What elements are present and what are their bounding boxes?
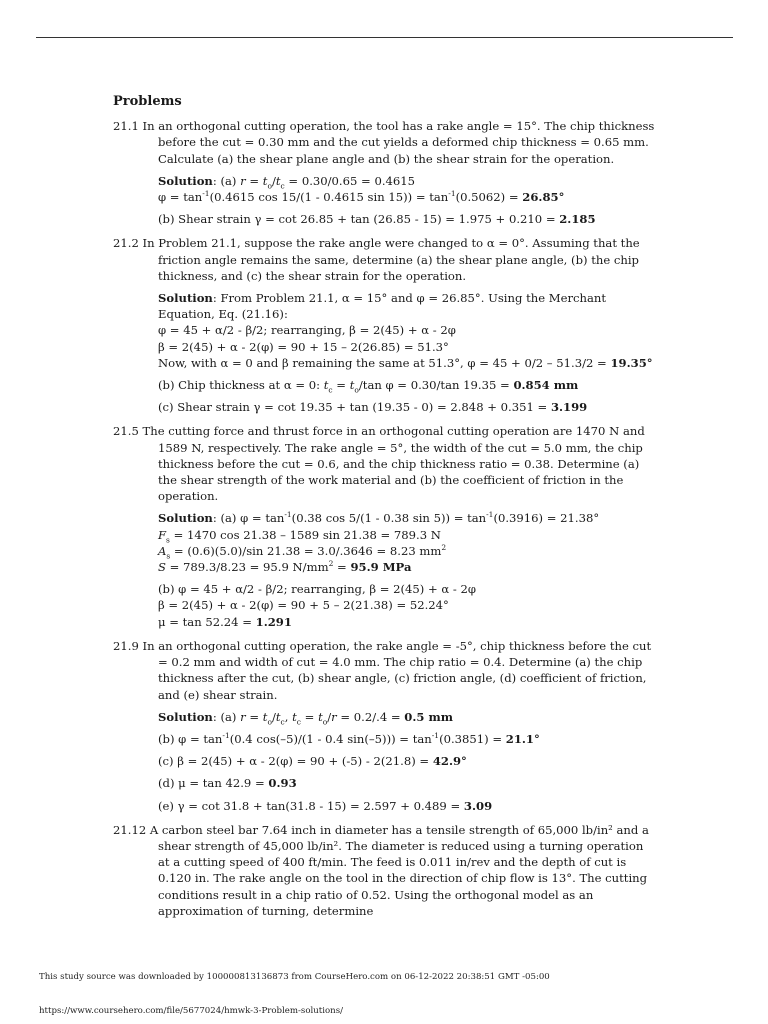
- source-url-link[interactable]: https://www.coursehero.com/file/5677024/hmwk-3-Problem-solutions/: [39, 1006, 343, 1016]
- solution-line: (b) Chip thickness at α = 0: $t_c = t_o/\tan$ φ = 0.30/tan 19.35 = 0.854 mm: [158, 378, 579, 395]
- solution-block: [113, 709, 658, 814]
- solution-block: [113, 290, 658, 415]
- problem-statement: 21.1 In an orthogonal cutting operation, the tool has a rake angle = 15°. The chip thickness before the cut = 0.30 mm and the cut yields a deformed chip thickness = 0.65 mm. Calculate (a) the shear plane angle and (b) the shear strain for the operation.: [113, 119, 655, 166]
- problem-21-2: [113, 235, 658, 415]
- problem-statement: 21.5 The cutting force and thrust force in an orthogonal cutting operation are 1470 N and 1589 N, respectively. The rake angle = 5°, the width of the cut = 5.0 mm, the chip thickness before the cut = 0.6, and the chip thickness ratio = 0.38. Determine (a) the shear strength of the work material and (b) the coefficient of friction in the operation.: [113, 424, 645, 504]
- section-heading: Problems: [113, 94, 182, 109]
- solution-line: Solution: (a) $r = t_o/t_c$, $t_c = t_o/r = 0.2/.4 = 0.5$ mm: [158, 709, 454, 727]
- problem-statement: 21.12 A carbon steel bar 7.64 inch in diameter has a tensile strength of 65,000 lb/in² and a shear strength of 45,000 lb/in². The diameter is reduced using a turning operation at a cutting speed of 400 ft/min. The feed is 0.011 in/rev and the depth of cut is 0.120 in. The rake angle on the tool in the direction of chip flow is 13°. The cutting conditions result in a chip ratio of 0.52. Using the orthogonal model as an approximation of turning, determine: [113, 822, 649, 918]
- solution-line: (b) φ = 45 + α/2 - β/2; rearranging, β = 2(45) + α - 2φ: [158, 582, 476, 597]
- solution-line: (d) μ = tan 42.9 = 0.93: [158, 776, 297, 791]
- problem-21-12: [113, 822, 658, 919]
- solution-line: (c) Shear strain γ = cot 19.35 + tan (19.35 - 0) = 2.848 + 0.351 = 3.199: [158, 400, 588, 415]
- solution-line: S = 789.3/8.23 = 95.9 $N/mm^2 = 95.9$ MPa: [158, 559, 412, 575]
- solution-line: μ = tan 52.24 = 1.291: [158, 614, 292, 629]
- solution-line: φ = 45 + α/2 - β/2; rearranging, β = 2(45) + α - 2φ: [158, 323, 456, 338]
- solution-line: β = 2(45) + α - 2(φ) = 90 + 15 – 2(26.85) = 51.3°: [158, 339, 449, 354]
- problem-statement: 21.9 In an orthogonal cutting operation, the rake angle = -5°, chip thickness before the cut = 0.2 mm and width of cut = 4.0 mm. The chip ratio = 0.4. Determine (a) the chip thickness after the cut, (b) shear angle, (c) friction angle, (d) coefficient of friction, and (e) shear strain.: [113, 638, 652, 702]
- solution-line: Solution: From Problem 21.1, α = 15° and φ = 26.85°. Using the Merchant Equation, Eq. (21.16):: [158, 291, 607, 322]
- problem-statement: 21.2 In Problem 21.1, suppose the rake angle were changed to α = 0°. Assuming that the friction angle remains the same, determine (a) the shear plane angle, (b) the chip thickness, and (c) the shear strain for the operation.: [113, 236, 640, 283]
- solution-line: Now, with α = 0 and β remaining the same at 51.3°, φ = 45 + 0/2 – 51.3/2 = 19.35°: [158, 355, 653, 370]
- problem-21-1: [113, 118, 658, 227]
- solution-line: (e) γ = cot 31.8 + tan(31.8 - 15) = 2.597 + 0.489 = 3.09: [158, 798, 493, 813]
- solution-line: β = 2(45) + α - 2(φ) = 90 + 5 – 2(21.38) = 52.24°: [158, 598, 449, 613]
- solution-line: $\varphi = \tan^{-1}(0.4615$ cos 15/(1 - 0.4615 $\sin 15)) = \tan^{-1}(0.5062) = 26.85^\circ$: [158, 189, 565, 205]
- solution-line: $A_s = (0.6)(5.0)/\sin$ 21.38 = 3.0/.3646 = 8.23 $mm^2$: [158, 543, 447, 561]
- solution-line: (b) $\varphi = \tan^{-1}(0.4$ cos(–5)/(1 - 0.4 $\sin(-5))) = \tan^{-1}(0.3851) = 21.1^\circ$: [158, 731, 540, 746]
- solution-block: [113, 173, 658, 228]
- solution-block: [113, 510, 658, 629]
- problem-21-5: [113, 423, 658, 629]
- solution-line: (b) Shear strain γ = cot 26.85 + tan (26.85 - 15) = 1.975 + 0.210 = 2.185: [158, 212, 596, 227]
- solution-line: (c) β = 2(45) + α - 2(φ) = 90 + (-5) - 2(21.8) = 42.9°: [158, 754, 467, 769]
- document-body: [113, 94, 658, 927]
- solution-line: Solution: (a) $r = t_o/t_c = 0.30/0.65 = 0.4615$: [158, 173, 416, 191]
- problem-21-9: [113, 638, 658, 814]
- top-rule: [36, 37, 733, 38]
- solution-line: Solution: (a) $\varphi = \tan^{-1}(0.38$ cos 5/(1 - 0.38 $\sin 5)) = \tan^{-1}(0.3916) = 21.38^\circ$: [158, 510, 600, 526]
- solution-line: $F_s = 1470$ cos 21.38 – 1589 sin 21.38 = 789.3 N: [158, 527, 441, 544]
- download-notice: This study source was downloaded by 100000813136873 from CourseHero.com on 06-12-2022 20:38:51 GMT -05:00: [39, 972, 550, 982]
